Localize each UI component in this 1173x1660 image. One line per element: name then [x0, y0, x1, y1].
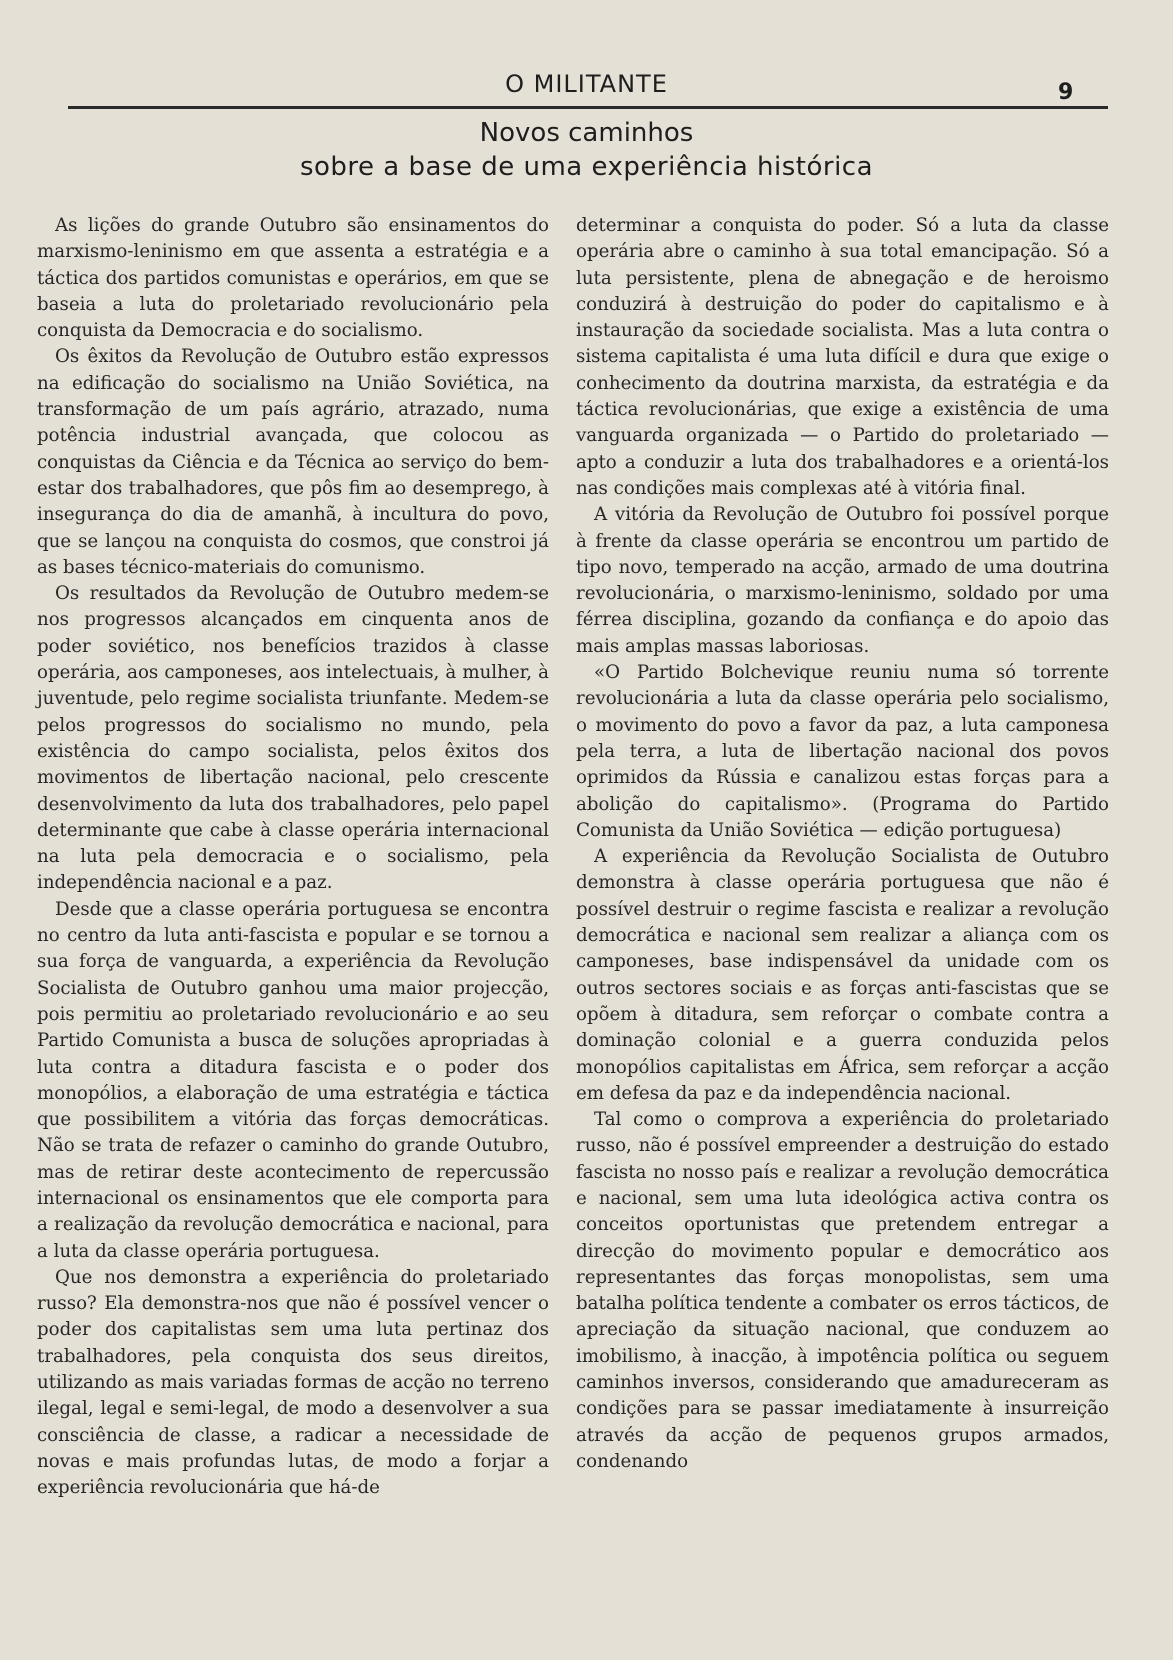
paragraph: Que nos demonstra a experiência do proletariado russo? Ela demonstra-nos que não é possível vencer o poder dos capitalistas sem uma luta pertinaz dos trabalhadores, pela conquista dos seus direitos, utilizando as mais variadas formas de acção no terreno ilegal, legal e semi-legal, de modo a desenvolver a sua consciência de classe, a radicar a necessidade de novas e mais profundas lutas, de modo a forjar a experiência revolucionária que há-de	[37, 1266, 549, 1499]
paragraph: Os resultados da Revolução de Outubro medem-se nos progressos alcançados em cinquenta anos de poder soviético, nos benefícios trazidos à classe operária, aos camponeses, aos intelectuais, à mulher, à juventude, pelo regime socialista triunfante. Medem-se pelos progressos do socialismo no mundo, pela existência do campo socialista, pelos êxitos dos movimentos de libertação nacional, pelo crescente desenvolvimento da luta dos trabalhadores, pelo papel determinante que cabe à classe operária internacional na luta pela democracia e o socialismo, pela independência nacional e a paz.	[37, 583, 549, 894]
paragraph: A experiência da Revolução Socialista de Outubro demonstra à classe operária portuguesa que não é possível destruir o regime fascista e realizar a revolução democrática e nacional sem realizar a aliança com os camponeses, base indispensável da unidade com os outros sectores sociais e as forças anti-fascistas que se opõem à ditadura, sem reforçar o combate contra a dominação colonial e a guerra conduzida pelos monopólios capitalistas em África, sem reforçar a acção em defesa da paz e da independência nacional.	[576, 846, 1109, 1104]
paragraph: determinar a conquista do poder. Só a luta da classe operária abre o caminho à sua total emancipação. Só a luta persistente, plena de abnegação e de heroismo conduzirá à destruição do poder do capitalismo e à instauração da sociedade socialista. Mas a luta contra o sistema capitalista é uma luta difícil e dura que exige o conhecimento da doutrina marxista, da estratégia e da táctica revolucionárias, que exige a existência de uma vanguarda organizada — o Partido do proletariado — apto a conduzir a luta dos trabalhadores e a orientá-los nas condições mais complexas até à vitória final.	[576, 215, 1109, 499]
article-title: Novos caminhos	[479, 118, 694, 148]
paragraph: Desde que a classe operária portuguesa se encontra no centro da luta anti-fascista e popular e se tornou a sua força de vanguarda, a experiência da Revolução Socialista de Outubro ganhou uma maior projecção, pois permitiu ao proletariado revolucionário e ao seu Partido Comunista a busca de soluções apropriadas à luta contra a ditadura fascista e o poder dos monopólios, a elaboração de uma estratégia e táctica que possibilitem a vitória das forças democráticas. Não se trata de refazer o caminho do grande Outubro, mas de retirar deste acontecimento de repercussão internacional os ensinamentos que ele comporta para a realização da revolução democrática e nacional, para a luta da classe operária portuguesa.	[37, 898, 549, 1262]
paragraph: Tal como o comprova a experiência do proletariado russo, não é possível empreender a destruição do estado fascista no nosso país e realizar a revolução democrática e nacional, sem uma luta ideológica activa contra os conceitos oportunistas que pretendem entregar a direcção do movimento popular e democrático aos representantes das forças monopolistas, sem uma batalha política tendente a combater os erros tácticos, de apreciação da situação nacional, que conduzem ao imobilismo, à inacção, à impotência política ou seguem caminhos inversos, considerando que amadureceram as condições para se passar imediatamente à insurreição através da acção de pequenos grupos armados, condenando	[576, 1109, 1109, 1472]
left-column	[37, 213, 549, 1502]
publication-header: O MILITANTE	[505, 70, 668, 98]
paragraph: A vitória da Revolução de Outubro foi possível porque à frente da classe operária se encontrou um partido de tipo novo, temperado na acção, armado de uma doutrina revolucionária, o marxismo-leninismo, soldado por uma férrea disciplina, gozando da confiança e do apoio das mais amplas massas laboriosas.	[576, 504, 1109, 657]
paragraph: Os êxitos da Revolução de Outubro estão expressos na edificação do socialismo na União Soviética, na transformação de um país agrário, atrazado, numa potência industrial avançada, que colocou as conquistas da Ciência e da Técnica ao serviço do bem-estar dos trabalhadores, que pôs fim ao desemprego, à insegurança do dia de amanhã, à incultura do povo, que se lançou na conquista do cosmos, que constroi já as bases técnico-materiais do comunismo.	[37, 346, 549, 578]
header-rule	[68, 106, 1108, 109]
page-number: 9	[1058, 80, 1074, 105]
right-column	[576, 213, 1109, 1475]
paragraph: «O Partido Bolchevique reuniu numa só torrente revolucionária a luta da classe operária pelo socialismo, o movimento do povo a favor da paz, a luta camponesa pela terra, a luta de libertação nacional dos povos oprimidos da Rússia e canalizou estas forças para a abolição do capitalismo». (Programa do Partido Comunista da União Soviética — edição portuguesa)	[576, 662, 1109, 841]
article-subtitle: sobre a base de uma experiência histórica	[299, 152, 874, 182]
paragraph: As lições do grande Outubro são ensinamentos do marxismo-leninismo em que assenta a estratégia e a táctica dos partidos comunistas e operários, em que se baseia a luta do proletariado revolucionário pela conquista da Democracia e do socialismo.	[37, 215, 549, 342]
